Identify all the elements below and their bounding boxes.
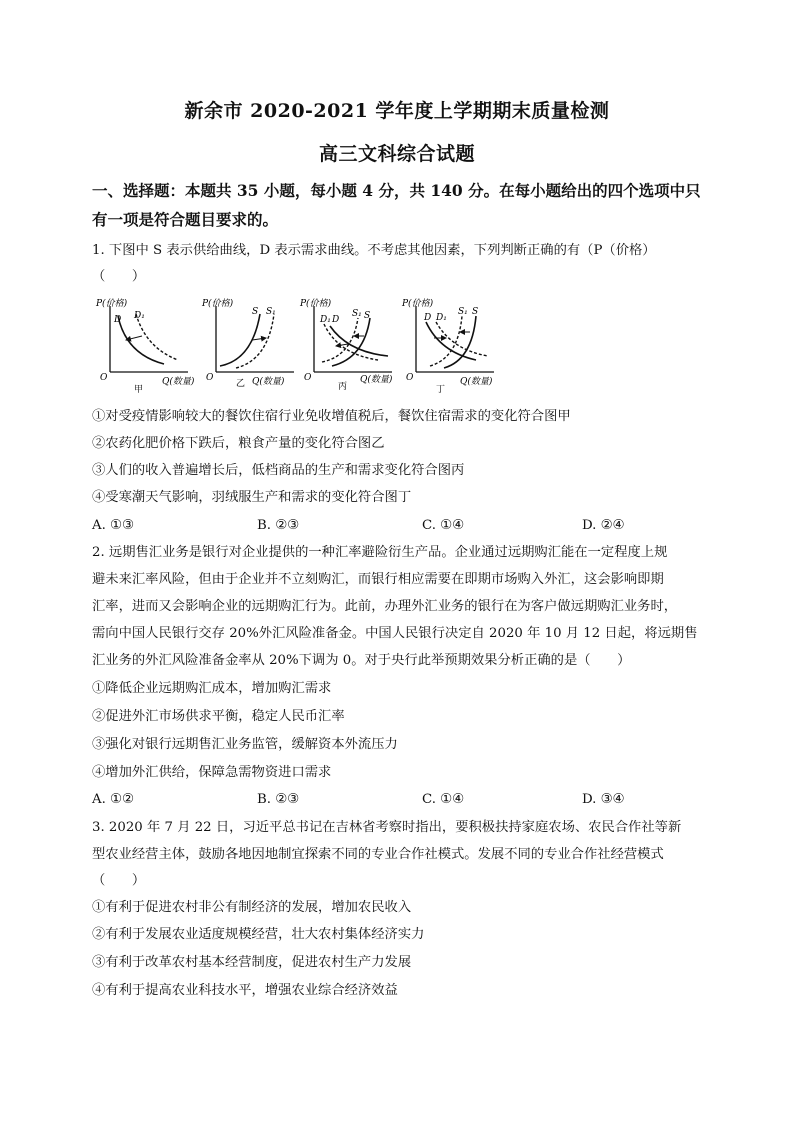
graph-bing [299, 298, 393, 392]
q3-stem-line1: 3. 2020 年 7 月 22 日，习近平总书记在吉林省考察时指出，要积极扶持家庭农场、农民合作社等新 [92, 820, 682, 835]
y-axis-label: P(价格) [96, 299, 128, 309]
q2-item-4: ④增加外汇供给，保障急需物资进口需求 [92, 765, 332, 780]
q2-item-2: ②促进外汇市场供求平衡，稳定人民币汇率 [92, 709, 345, 724]
q1-option-b[interactable]: B. ②③ [257, 518, 300, 533]
q2-item-1: ①降低企业远期购汇成本，增加购汇需求 [92, 681, 332, 696]
curve-label-d1: D₁ [320, 315, 331, 325]
shift-arrow [126, 336, 142, 340]
curve-d [330, 326, 388, 356]
q3-stem-line3: （ ） [92, 873, 146, 888]
q2-stem-line2: 避未来汇率风险，但由于企业并不立刻购汇，而银行相应需要在即期市场购入外汇，这会影响即期 [92, 572, 664, 587]
curve-label-d: D [332, 315, 340, 325]
q1-option-d[interactable]: D. ②④ [582, 518, 625, 533]
q2-item-3: ③强化对银行远期售汇业务监管，缓解资本外流压力 [92, 737, 398, 752]
x-axis-label: Q(数量) [460, 377, 493, 387]
graph-name: 丙 [338, 382, 348, 392]
q2-stem-line4: 需向中国人民银行交存 20%外汇风险准备金。中国人民银行决定自 2020 年 10 月 12 日起，将远期售 [92, 626, 698, 641]
q3-item-2: ②有利于发展农业适度规模经营，壮大农村集体经济实力 [92, 927, 425, 942]
curve-s1 [430, 316, 462, 366]
y-axis-label: P(价格) [402, 299, 434, 309]
origin-label: O [206, 373, 214, 383]
q2-option-c[interactable]: C. ①④ [422, 792, 464, 807]
x-axis-label: Q(数量) [162, 377, 195, 387]
q2-option-b[interactable]: B. ②③ [257, 792, 300, 807]
graph-ding [401, 298, 494, 395]
q1-option-a[interactable]: A. ①③ [92, 518, 134, 533]
curve-label-s: S [364, 311, 371, 321]
q2-stem-line1: 2. 远期售汇业务是银行对企业提供的一种汇率避险衍生产品。企业通过远期购汇能在一定程度上规 [92, 545, 668, 560]
curve-label-s: S [252, 307, 259, 317]
curve-label-d1: D₁ [436, 313, 447, 323]
q2-option-d[interactable]: D. ③④ [582, 792, 625, 807]
curve-d1 [436, 322, 488, 356]
supply-demand-graphs [94, 296, 514, 396]
origin-label: O [304, 373, 312, 383]
graph-name: 乙 [236, 379, 246, 389]
curve-label-s: S [472, 307, 479, 317]
y-axis-label: P(价格) [300, 299, 332, 309]
q1-item-1: ①对受疫情影响较大的餐饮住宿行业免收增值税后，餐饮住宿需求的变化符合图甲 [92, 409, 571, 424]
q3-item-1: ①有利于促进农村非公有制经济的发展，增加农民收入 [92, 900, 412, 915]
q1-stem-line2: （ ） [92, 269, 146, 284]
q2-option-a[interactable]: A. ①② [92, 792, 134, 807]
origin-label: O [100, 373, 108, 383]
graph-name: 丁 [436, 385, 446, 395]
curve-label-d: D [114, 315, 122, 325]
q1-item-3: ③人们的收入普遍增长后，低档商品的生产和需求变化符合图丙 [92, 463, 465, 478]
curve-label-d1: D₁ [134, 311, 145, 321]
section-heading [92, 176, 712, 234]
q3-item-3: ③有利于改革农村基本经营制度，促进农村生产力发展 [92, 955, 412, 970]
x-axis-label: Q(数量) [252, 377, 285, 387]
page-subtitle: 高三文科综合试题 [318, 143, 475, 165]
curve-label-s1: S₁ [266, 307, 276, 317]
curve-label-s1: S₁ [352, 309, 362, 319]
q1-item-2: ②农药化肥价格下跌后，粮食产量的变化符合图乙 [92, 436, 385, 451]
q1-item-4: ④受寒潮天气影响，羽绒服生产和需求的变化符合图丁 [92, 490, 412, 505]
x-axis-label: Q(数量) [360, 375, 393, 385]
curve-label-s1: S₁ [458, 307, 468, 317]
origin-label: O [406, 373, 414, 383]
page-title: 新余市 2020-2021 学年度上学期期末质量检测 [184, 100, 610, 122]
graph-name: 甲 [134, 385, 144, 395]
q3-stem-line2: 型农业经营主体，鼓励各地因地制宜探索不同的专业合作社模式。发展不同的专业合作社经营模式 [92, 847, 664, 862]
section-heading-line1: 一、选择题：本题共 35 小题，每小题 4 分，共 140 分。在每小题给出的四个选项中只 [92, 181, 701, 200]
q2-stem-line3: 汇率，进而又会影响企业的远期购汇行为。此前，办理外汇业务的银行在为客户做远期购汇业务时， [92, 599, 678, 614]
curve-d [118, 316, 164, 364]
section-heading-line2: 有一项是符合题目要求的。 [92, 210, 279, 229]
q1-graphs [94, 296, 514, 396]
graph-yi [201, 298, 294, 389]
curve-s1 [236, 314, 274, 368]
curve-d [426, 322, 476, 360]
curve-s [444, 316, 476, 368]
q2-stem-line5: 汇业务的外汇风险准备金率从 20%下调为 0。对于央行此举预期效果分析正确的是（ ） [92, 653, 631, 668]
shift-arrow-demand [336, 344, 348, 346]
q3-item-4: ④有利于提高农业科技水平，增强农业综合经济效益 [92, 983, 398, 998]
y-axis-label: P(价格) [202, 299, 234, 309]
q1-stem-line1: 1. 下图中 S 表示供给曲线，D 表示需求曲线。不考虑其他因素，下列判断正确的有（P（价格） [92, 243, 656, 258]
graph-jia [95, 298, 195, 395]
q1-option-c[interactable]: C. ①④ [422, 518, 464, 533]
curve-label-d: D [424, 313, 432, 323]
shift-arrow [252, 338, 266, 340]
